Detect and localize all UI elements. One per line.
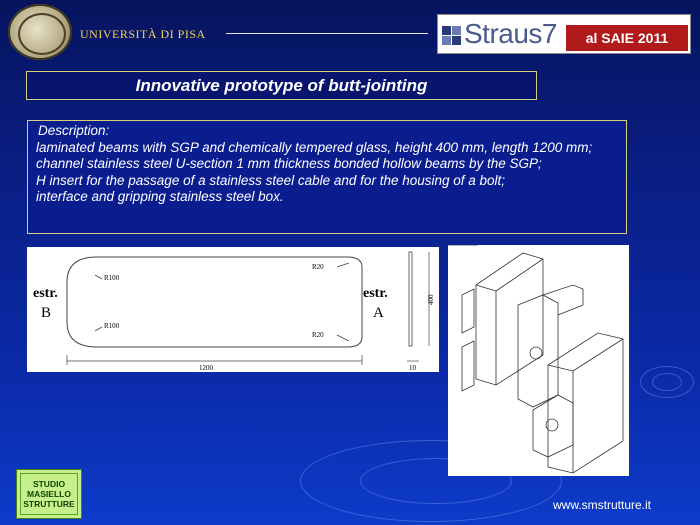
beam-drawing-svg	[27, 247, 439, 372]
radius-label: R100	[104, 322, 120, 330]
leader-line	[95, 327, 102, 331]
height-dimension-label: 400	[427, 294, 435, 305]
slide-title: Innovative prototype of butt-jointing	[135, 76, 428, 95]
radius-label: R20	[312, 263, 324, 271]
radius-label: R100	[104, 274, 120, 282]
leader-line	[337, 263, 349, 267]
brand-event: al SAIE 2011	[566, 25, 688, 51]
water-ripple-decoration	[652, 373, 682, 391]
straus7-logo	[437, 14, 691, 54]
leader-line	[337, 335, 349, 341]
radius-label: R20	[312, 331, 324, 339]
right-end-label: estr.	[363, 286, 388, 301]
description-label: Description:	[38, 123, 110, 138]
beam-side-view	[409, 252, 412, 346]
logo-line: MASIELLO	[27, 489, 71, 499]
isometric-linework	[448, 245, 623, 473]
length-dimension-label: 1200	[199, 364, 213, 372]
thickness-dimension-label: 10	[409, 364, 416, 372]
logo-line: STRUTTURE	[23, 499, 75, 509]
description-line: interface and gripping stainless steel box.	[36, 189, 284, 205]
isometric-joint-drawing	[448, 245, 629, 476]
description-line: laminated beams with SGP and chemically tempered glass, height 400 mm, length 1200 mm;	[36, 139, 593, 155]
description-line: channel stainless steel U-section 1 mm thickness bonded hollow beams by the SGP;	[36, 156, 542, 172]
studio-masiello-logo	[16, 469, 82, 519]
brand-name: Straus7	[464, 18, 557, 49]
straus7-mark-icon	[442, 22, 462, 46]
isometric-drawing-svg	[448, 245, 629, 476]
website-link[interactable]: www.smstrutture.it	[553, 498, 652, 512]
university-name: UNIVERSITÀ DI PISA	[80, 27, 206, 41]
description-box	[27, 120, 627, 234]
logo-line: STUDIO	[32, 479, 66, 489]
left-end-letter: B	[41, 305, 52, 321]
leader-line	[95, 275, 102, 279]
description-line: H insert for the passage of a stainless steel cable and for the housing of a bolt;	[36, 172, 506, 188]
university-seal-logo	[8, 4, 72, 60]
slide-title-box	[26, 71, 537, 100]
left-end-label: estr.	[33, 286, 58, 301]
beam-technical-drawing	[27, 247, 439, 372]
right-end-letter: A	[373, 305, 384, 321]
header-divider	[226, 33, 428, 34]
